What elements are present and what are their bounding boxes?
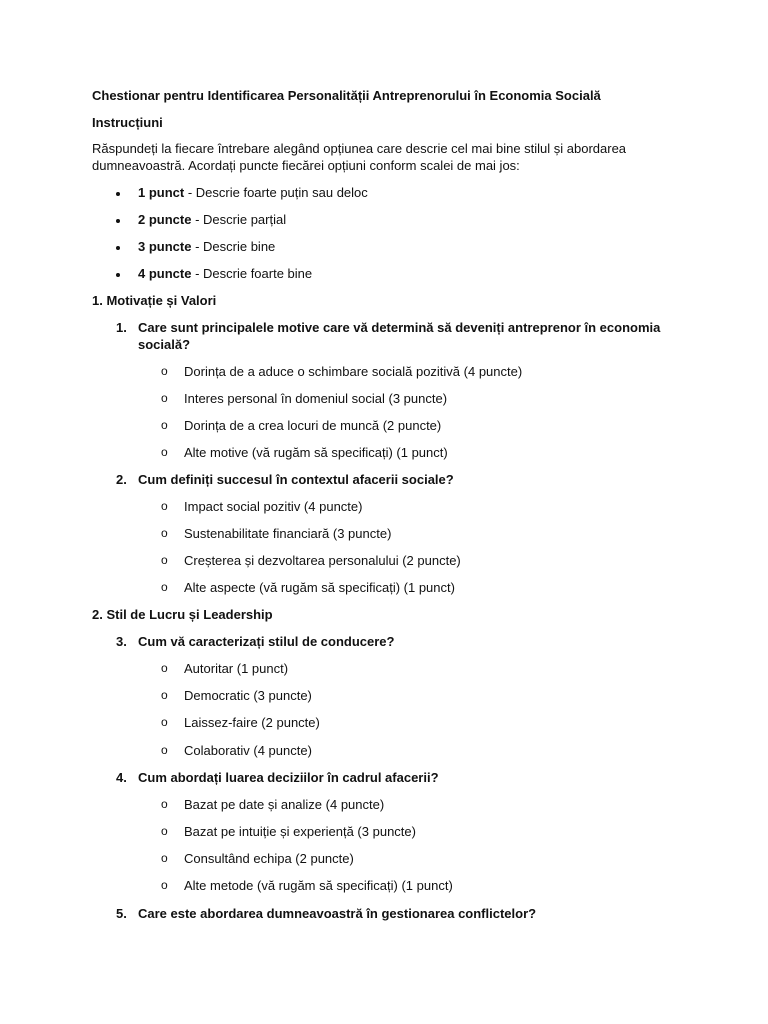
question-number: 4. bbox=[116, 770, 127, 785]
question-number: 2. bbox=[116, 472, 127, 487]
answer-option: Autoritar (1 punct) bbox=[184, 661, 289, 676]
question-text: Cum definiți succesul în contextul afacerii sociale? bbox=[138, 472, 454, 487]
option-marker-icon: o bbox=[161, 553, 168, 567]
option-marker-icon: o bbox=[161, 688, 168, 702]
question-text: Care sunt principalele motive care vă determină să deveniți antreprenor în economia bbox=[138, 320, 661, 335]
answer-option: Alte motive (vă rugăm să specificați) (1 punct) bbox=[184, 445, 448, 460]
answer-option: Bazat pe intuiție și experiență (3 puncte) bbox=[184, 824, 416, 839]
scale-points: 3 puncte bbox=[138, 239, 192, 254]
answer-option: Laissez-faire (2 puncte) bbox=[184, 715, 320, 730]
answer-option: Colaborativ (4 puncte) bbox=[184, 743, 312, 758]
section-heading: 1. Motivație și Valori bbox=[92, 293, 217, 308]
answer-option: Alte aspecte (vă rugăm să specificați) (1 punct) bbox=[184, 580, 455, 595]
bullet-icon bbox=[116, 273, 120, 277]
option-marker-icon: o bbox=[161, 445, 168, 459]
question-number: 3. bbox=[116, 634, 127, 649]
scale-description: - Descrie foarte bine bbox=[191, 266, 313, 281]
question-number: 5. bbox=[116, 906, 127, 921]
scale-points: 1 punct bbox=[138, 185, 185, 200]
option-marker-icon: o bbox=[161, 851, 168, 865]
intro-text-line: dumneavoastră. Acordați puncte fiecărei opțiuni conform scalei de mai jos: bbox=[92, 158, 520, 173]
question-number: 1. bbox=[116, 320, 127, 335]
option-marker-icon: o bbox=[161, 743, 168, 757]
question-text: Cum abordați luarea deciziilor în cadrul afacerii? bbox=[138, 770, 439, 785]
scale-description: - Descrie parțial bbox=[191, 212, 287, 227]
question-text: Cum vă caracterizați stilul de conducere? bbox=[138, 634, 395, 649]
bullet-icon bbox=[116, 219, 120, 223]
scale-item bbox=[138, 211, 286, 228]
bullet-icon bbox=[116, 246, 120, 250]
answer-option: Democratic (3 puncte) bbox=[184, 688, 312, 703]
section-heading: 2. Stil de Lucru și Leadership bbox=[92, 607, 273, 622]
answer-option: Interes personal în domeniul social (3 puncte) bbox=[184, 391, 448, 406]
answer-option: Creșterea și dezvoltarea personalului (2 puncte) bbox=[184, 553, 461, 568]
option-marker-icon: o bbox=[161, 364, 168, 378]
option-marker-icon: o bbox=[161, 499, 168, 513]
answer-option: Impact social pozitiv (4 puncte) bbox=[184, 499, 363, 514]
option-marker-icon: o bbox=[161, 878, 168, 892]
scale-description: - Descrie bine bbox=[191, 239, 276, 254]
answer-option: Bazat pe date și analize (4 puncte) bbox=[184, 797, 385, 812]
option-marker-icon: o bbox=[161, 526, 168, 540]
question-text: socială? bbox=[138, 337, 191, 352]
answer-option: Alte metode (vă rugăm să specificați) (1 punct) bbox=[184, 878, 453, 893]
question-text: Care este abordarea dumneavoastră în gestionarea conflictelor? bbox=[138, 906, 537, 921]
option-marker-icon: o bbox=[161, 391, 168, 405]
option-marker-icon: o bbox=[161, 824, 168, 838]
answer-option: Dorința de a crea locuri de muncă (2 puncte) bbox=[184, 418, 442, 433]
intro-text-line: Răspundeți la fiecare întrebare alegând opțiunea care descrie cel mai bine stilul și abordarea bbox=[92, 141, 627, 156]
answer-option: Sustenabilitate financiară (3 puncte) bbox=[184, 526, 392, 541]
scale-points: 4 puncte bbox=[138, 266, 192, 281]
option-marker-icon: o bbox=[161, 715, 168, 729]
instructions-heading: Instrucțiuni bbox=[92, 115, 163, 130]
option-marker-icon: o bbox=[161, 661, 168, 675]
option-marker-icon: o bbox=[161, 580, 168, 594]
scale-points: 2 puncte bbox=[138, 212, 192, 227]
option-marker-icon: o bbox=[161, 797, 168, 811]
bullet-icon bbox=[116, 192, 120, 196]
answer-option: Consultând echipa (2 puncte) bbox=[184, 851, 354, 866]
answer-option: Dorința de a aduce o schimbare socială pozitivă (4 puncte) bbox=[184, 364, 523, 379]
document-title: Chestionar pentru Identificarea Personalității Antreprenorului în Economia Socială bbox=[92, 88, 601, 103]
scale-item bbox=[138, 265, 312, 282]
scale-description: - Descrie foarte puțin sau deloc bbox=[184, 185, 368, 200]
option-marker-icon: o bbox=[161, 418, 168, 432]
scale-item bbox=[138, 184, 368, 201]
scale-item bbox=[138, 238, 275, 255]
